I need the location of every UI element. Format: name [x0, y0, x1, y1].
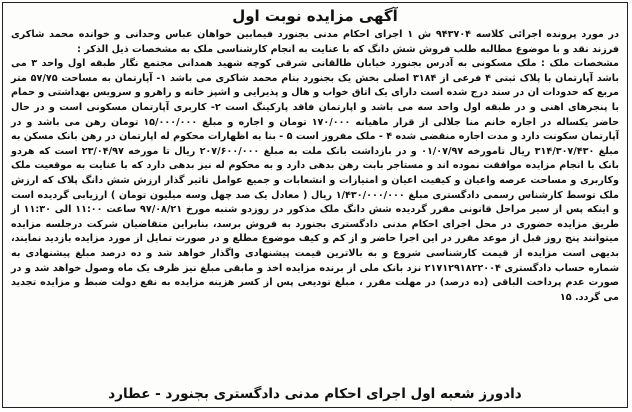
- notice-paragraph-intro: در مورد پرونده اجرائی کلاسه ۹۴۳۷۰۴ ش ۱ اجرای احکام مدنی بجنورد فیمابین خواهان عباس وحدانی و خوانده محمد شاکری فرزند نقد و با موضوع مطالبه طلب فروش شش دانگ که با عنایت به انجام کارشناسی ملک به مشخصات ذیل الذکر :: [11, 29, 620, 55]
- notice-paragraph-details: مشخصات ملک : ملک مسکونی به آدرس بجنورد خیابان طالقانی شرقی کوچه شهید همدانی مجتمع نگار طبقه اول واحد ۳ می باشد آپارتمان با پلاک ثبتی ۴ فرعی از ۳۱۸۴ اصلی بخش یک بجنورد بنام محمد شاکری می باشد ۱- آپارتمان به مساحت ۵۷/۷۵ متر مربع که حدودات ان در سند درج شده است دارای یک اتاق خواب و هال و پذیرایی و اشپز خانه و راهرو و سرویس بهداشتی و حمام با پنجرهای اهنی و در طبقه اول واحد سه می باشد و اپارتمان فاقد پارکینگ است ۲- کاربری آپارتمان مسکونی است و در حال حاضر یکساله در اجاره خانم منا جلالی از قرار ماهیانه ۱۷۰/۰۰۰ تومان و اجاره و مبلغ ۱۵/۰۰۰/۰۰۰ تومان رهن می باشد و در آپارتمان سکونت دارد و مدت اجاره منقضی شده ۴ - ملک مفروز است ۵ - بنا به اظهارات محکوم له اپارتمان در رهن بانک مسکن به مبلغ ۳۱۴/۳۰۷/۴۳۰ ریال تامورخه ۰۱/۰۷/۹۷ و در بازداشت بانک ملت به مبلغ ۲۰۷/۶۰۰/۰۰۰ ریال تا مورخه ۲۳/۰۴/۹۷ است که هردو بانک با انجام مزایده موافقت نموده اند و مستاجر بابت رهن بدهی دارد و به محکوم له نیز بدهی دارد که با عنایت به موقعیت ملک وکاربری و مساحت عرصه واعیان و کیفیت اعیان و امتیازات و انشعابات و جمیع عوامل تاثیر گذار ارزش شش دانگ پلاک که ارزش ملک توسط کارشناس رسمی دادگستری مبلغ ۱/۴۳۰/۰۰۰/۰۰۰ ریال ( معادل یک صد چهل وسه میلیون تومان ) ارزیابی گردیده است و اینکه پس از سیر مراحل قانونی مقرر گردیده شش دانگ ملک مذکور در روزدو شنبه مورخ ۹۷/۰۸/۲۱ ساعت ۱۱:۰۰ الی ۱۱:۳۰ از طریق مزایده حضوری در محل اجرای احکام مدنی دادگستری بجنورد به فروش برسد، بنابراین متقاضیان شرکت درجلسه مزایده میتوانند پنج روز قبل از موعد مقرر در این اجرا حاضر و از کم و کیف موضوع مطلع و در صورت تمایل از مورد مزایده بازدید نمایند، بدیهی است مزایده از قیمت کارشناسی شروع و به بالاترین قیمت پیشنهادی واگذار خواهد شد و ده درصد مبلغ پیشنهادی به شماره حساب دادگستری ۲۱۷۱۲۹۱۸۲۲۰۰۴ نزد بانک ملی از برنده مزایده اخذ و مابقی مبلغ نیز ظرف یک ماه وصول خواهد شد و در صورت عدم پرداخت الباقی (ده درصد) در مهلت مقرر ، مبلغ تودیعی پس از کسر هزینه مزایده به نفع دولت ضبط و مزایده تجدید می گردد. ۱۵: [11, 58, 620, 303]
- notice-title: آگهی مزایده نوبت اول: [232, 7, 398, 25]
- auction-notice: [2, 2, 628, 408]
- notice-signature: دادورز شعبه اول اجرای احکام مدنی دادگستری بجنورد - عطارد: [108, 386, 522, 402]
- notice-body: [11, 28, 619, 305]
